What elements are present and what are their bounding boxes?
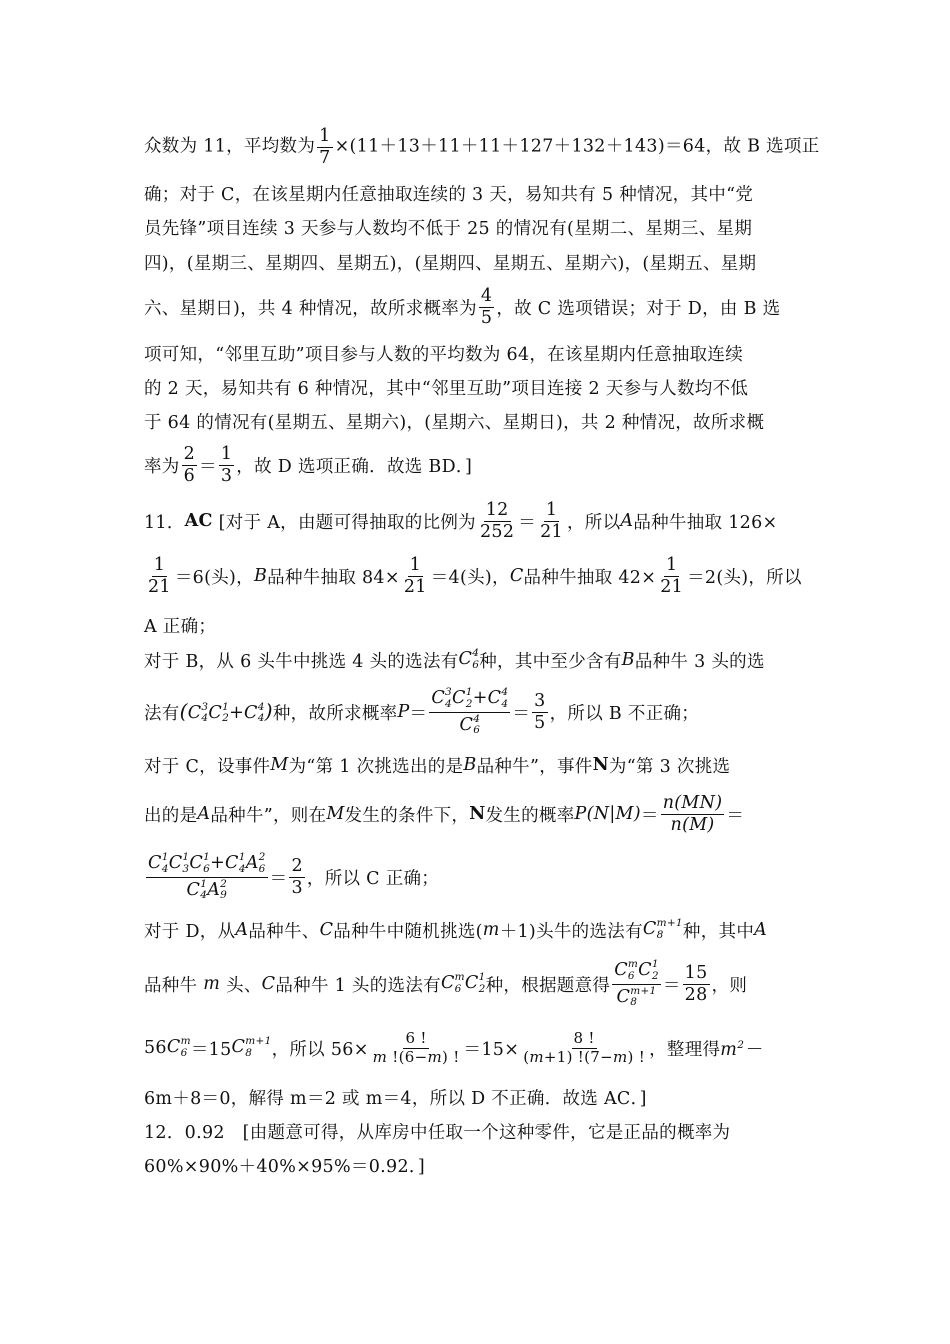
fraction-den: 3	[291, 877, 303, 898]
text: 品种牛、	[248, 921, 320, 942]
problem-number: 11．	[144, 512, 185, 533]
text: 员先锋”项目连续 3 天参与人数均不低于 25 的情况有(星期二、星期三、星期	[144, 218, 753, 239]
p10-line-3	[144, 212, 808, 242]
fraction-den: 21	[403, 576, 427, 597]
text: ＝	[409, 703, 428, 724]
var-C: C	[509, 566, 524, 586]
text: ，故 D 选项正确．故选 BD．]	[236, 456, 473, 477]
p10-line-1	[144, 125, 820, 169]
text: 品种牛抽取 42×	[523, 567, 657, 588]
text: 56	[144, 1038, 167, 1058]
text: ，则	[711, 975, 748, 996]
var-M: M	[326, 804, 345, 824]
p11-b-line-2	[144, 684, 808, 740]
p11-d-line-3	[144, 1020, 808, 1076]
fraction-prob-d: C m 6 C 1 2 C m+1 8	[614, 958, 659, 1009]
fraction-den: 3	[220, 465, 233, 486]
fraction-den: 21	[540, 521, 563, 542]
fraction-den: 5	[534, 712, 546, 733]
var-B: B	[463, 755, 477, 775]
text: ＝6(头)，	[174, 567, 254, 588]
var-B: B	[253, 566, 268, 586]
text: ＝15×	[463, 1039, 520, 1060]
text: ×(11＋13＋11＋11＋127＋132＋143)＝64，故 B 选项正	[334, 136, 820, 157]
p10-line-7	[144, 372, 808, 402]
text: ＝2(头)，所以	[687, 567, 802, 588]
fraction-num: 6 !	[405, 1028, 427, 1047]
var-m: m	[203, 974, 221, 994]
comb-expr: (C 3 4 C 1 2 +C 4 4 )	[179, 698, 273, 725]
fraction-num: 4	[480, 286, 493, 307]
p12-line-2	[144, 1150, 808, 1180]
var-A: A	[754, 920, 768, 940]
p11-line-1	[144, 498, 808, 544]
fraction-num: 15	[684, 963, 708, 984]
p11-c-line-3	[144, 850, 808, 904]
comb-C64: C 4 6	[458, 647, 480, 671]
text: 种，故所求概率	[272, 703, 398, 724]
p11-c-line-2	[144, 788, 808, 840]
text: 出的是	[144, 805, 198, 826]
p11-d-line-1	[144, 914, 808, 946]
text: 确；对于 C，在该星期内任意抽取连续的 3 天，易知共有 5 种情况，其中“党	[144, 184, 754, 205]
fraction-12-252	[478, 501, 516, 541]
fraction-den: 21	[148, 576, 171, 597]
text: 四)，(星期三、星期四、星期五)，(星期四、星期五、星期六)，(星期五、星期	[144, 253, 757, 274]
p10-line-5	[144, 284, 808, 330]
fraction-den: 28	[684, 984, 708, 1005]
fraction-num: 2	[183, 444, 196, 465]
p10-line-4	[144, 247, 808, 277]
text: ＋1)头牛的选法有	[499, 921, 643, 942]
comb-C8m1: C m+1 8	[642, 917, 683, 941]
var-A: A	[620, 511, 634, 531]
p10-line-8	[144, 406, 808, 436]
text: ＝	[199, 456, 217, 477]
comb-C6m-C21: C m 6 C 1 2	[440, 971, 486, 995]
text: 种，根据题意得	[485, 975, 611, 996]
text: ，故 C 选项错误；对于 D，由 B 选	[496, 298, 781, 319]
text: 法有	[144, 703, 180, 724]
p11-line-3	[144, 610, 808, 640]
text: [对于 A，由题可得抽取的比例为	[218, 512, 476, 533]
text: 对于 C，设事件	[144, 756, 271, 777]
text: 种，其中	[682, 921, 755, 942]
text: ，所以	[566, 512, 621, 533]
text: 品种牛 1 头的选法有	[275, 975, 441, 996]
text: ＝	[269, 868, 288, 889]
p11-d-line-4	[144, 1082, 808, 1112]
comb-C6m: C m 6	[166, 1035, 191, 1059]
fraction-den: n(M)	[670, 814, 715, 835]
fraction-1-21	[538, 501, 565, 541]
fraction-3-5	[532, 692, 547, 732]
text: ，所以 C 正确；	[306, 868, 440, 889]
prob-expr: P(N|M)	[574, 804, 641, 824]
text: 12．0.92 [由题意可得，从库房中任取一个这种零件，它是正品的概率为	[144, 1122, 731, 1143]
comb-C8m1: C m+1 8	[231, 1035, 272, 1059]
fraction-den: 5	[480, 307, 493, 328]
text: ＝	[726, 805, 745, 826]
text: ＝	[512, 703, 531, 724]
p10-line-9	[144, 442, 808, 488]
fraction-prob-c: C 1 4 C 1 3 C 1 6 +C 1 4 A 2 6 C 1 4 A 2 9	[148, 851, 266, 902]
p12-line-1	[144, 1116, 808, 1146]
text: ＝15	[190, 1039, 232, 1060]
fraction-num: 1	[409, 555, 421, 576]
fraction-1-21	[658, 556, 685, 596]
text: 品种牛”，事件	[476, 756, 593, 777]
fraction-num: 1	[153, 555, 166, 576]
text: 为“第 1 次挑选出的是	[288, 756, 464, 777]
text: ，所以 B 不正确；	[549, 703, 700, 724]
p11-b-line-1	[144, 644, 808, 676]
m-squared: $m^2-$	[720, 1038, 762, 1060]
var-A: A	[197, 804, 211, 824]
text: ，整理得	[649, 1039, 721, 1060]
fraction-1-21	[146, 556, 173, 596]
var-A: A	[235, 920, 249, 940]
var-m: m	[482, 920, 500, 940]
fraction-num: 1	[665, 555, 678, 576]
text: ＝4(头)，	[430, 567, 510, 588]
text: 对于 B，从 6 头牛中挑选 4 头的选法有	[144, 651, 459, 672]
fraction-n	[661, 794, 725, 834]
fraction-den: 7	[319, 147, 331, 168]
text: 众数为 11，平均数为	[144, 136, 316, 157]
var-B: B	[621, 650, 635, 670]
text: 的 2 天，易知共有 6 种情况，其中“邻里互助”项目连接 2 天参与人数均不低	[144, 378, 749, 399]
p11-line-2	[144, 553, 808, 599]
fraction-2-3	[289, 857, 304, 897]
text: 头、	[226, 975, 262, 996]
fraction-1-21	[402, 556, 429, 596]
fraction-num: 1	[220, 444, 233, 465]
fraction-num: 3	[534, 691, 546, 712]
p11-d-line-2	[144, 956, 808, 1012]
text: 发生的条件下，	[344, 805, 470, 826]
text: 品种牛	[144, 975, 198, 996]
var-C: C	[319, 920, 334, 940]
text: 六、星期日)，共 4 种情况，故所求概率为	[144, 298, 477, 319]
text: 对于 D，从	[144, 921, 236, 942]
text: 发生的概率	[485, 805, 575, 826]
fraction-den: 6	[183, 465, 196, 486]
fraction-num: 1	[319, 126, 331, 147]
text: ，所以 56×	[271, 1039, 369, 1060]
fraction-num: 1	[545, 500, 558, 521]
fraction-factorial-2: $\frac{8 !}{(m+1) !(7-m) !}$	[523, 1028, 646, 1066]
fraction-factorial-1: $\frac{6 !}{m !(6-m) !}$	[372, 1028, 460, 1066]
fraction-4-5	[479, 287, 494, 327]
text: 于 64 的情况有(星期五、星期六)，(星期六、星期日)，共 2 种情况，故所求概	[144, 412, 765, 433]
text: ＝	[662, 975, 681, 996]
text: ＝	[640, 805, 659, 826]
text: 项可知，“邻里互助”项目参与人数的平均数为 64，在该星期内任意抽取连续	[144, 344, 744, 365]
text: 品种牛中随机挑选(	[333, 921, 483, 942]
fraction-num: 12	[485, 500, 509, 521]
text: 品种牛”，则在	[210, 805, 327, 826]
p11-c-line-1	[144, 750, 808, 780]
fraction-num: 8 !	[573, 1028, 595, 1047]
text: 60%×90%＋40%×95%＝0.92．]	[144, 1156, 426, 1177]
fraction-15-28	[683, 964, 710, 1004]
text: 种，其中至少含有	[479, 651, 622, 672]
p10-line-2	[144, 178, 808, 208]
text: ＝	[518, 512, 537, 533]
answer: AC	[184, 511, 213, 531]
var-P: P	[397, 702, 410, 722]
fraction-den: 21	[660, 576, 684, 597]
text: 品种牛 3 头的选	[634, 651, 765, 672]
var-N: N	[469, 804, 486, 824]
text: 品种牛抽取 126×	[633, 512, 778, 533]
var-M: M	[270, 755, 289, 775]
fraction-prob-b: C 3 4 C 1 2 +C 4 4 C 4 6	[431, 686, 509, 737]
p10-line-6	[144, 338, 808, 368]
var-C: C	[261, 974, 276, 994]
text: 率为	[144, 456, 180, 477]
fraction-1-3	[219, 445, 234, 485]
text: 为“第 3 次挑选	[608, 756, 731, 777]
fraction-den: 252	[479, 521, 515, 542]
text: 6m＋8＝0，解得 m＝2 或 m＝4，所以 D 不正确．故选 AC．]	[144, 1088, 647, 1109]
text: 品种牛抽取 84×	[267, 567, 400, 588]
fraction-num: 2	[291, 856, 303, 877]
fraction-num: n(MN)	[662, 793, 723, 814]
var-N: N	[592, 755, 609, 775]
text: A 正确；	[144, 616, 217, 637]
fraction-1-7	[317, 127, 332, 167]
fraction-2-6	[182, 445, 197, 485]
